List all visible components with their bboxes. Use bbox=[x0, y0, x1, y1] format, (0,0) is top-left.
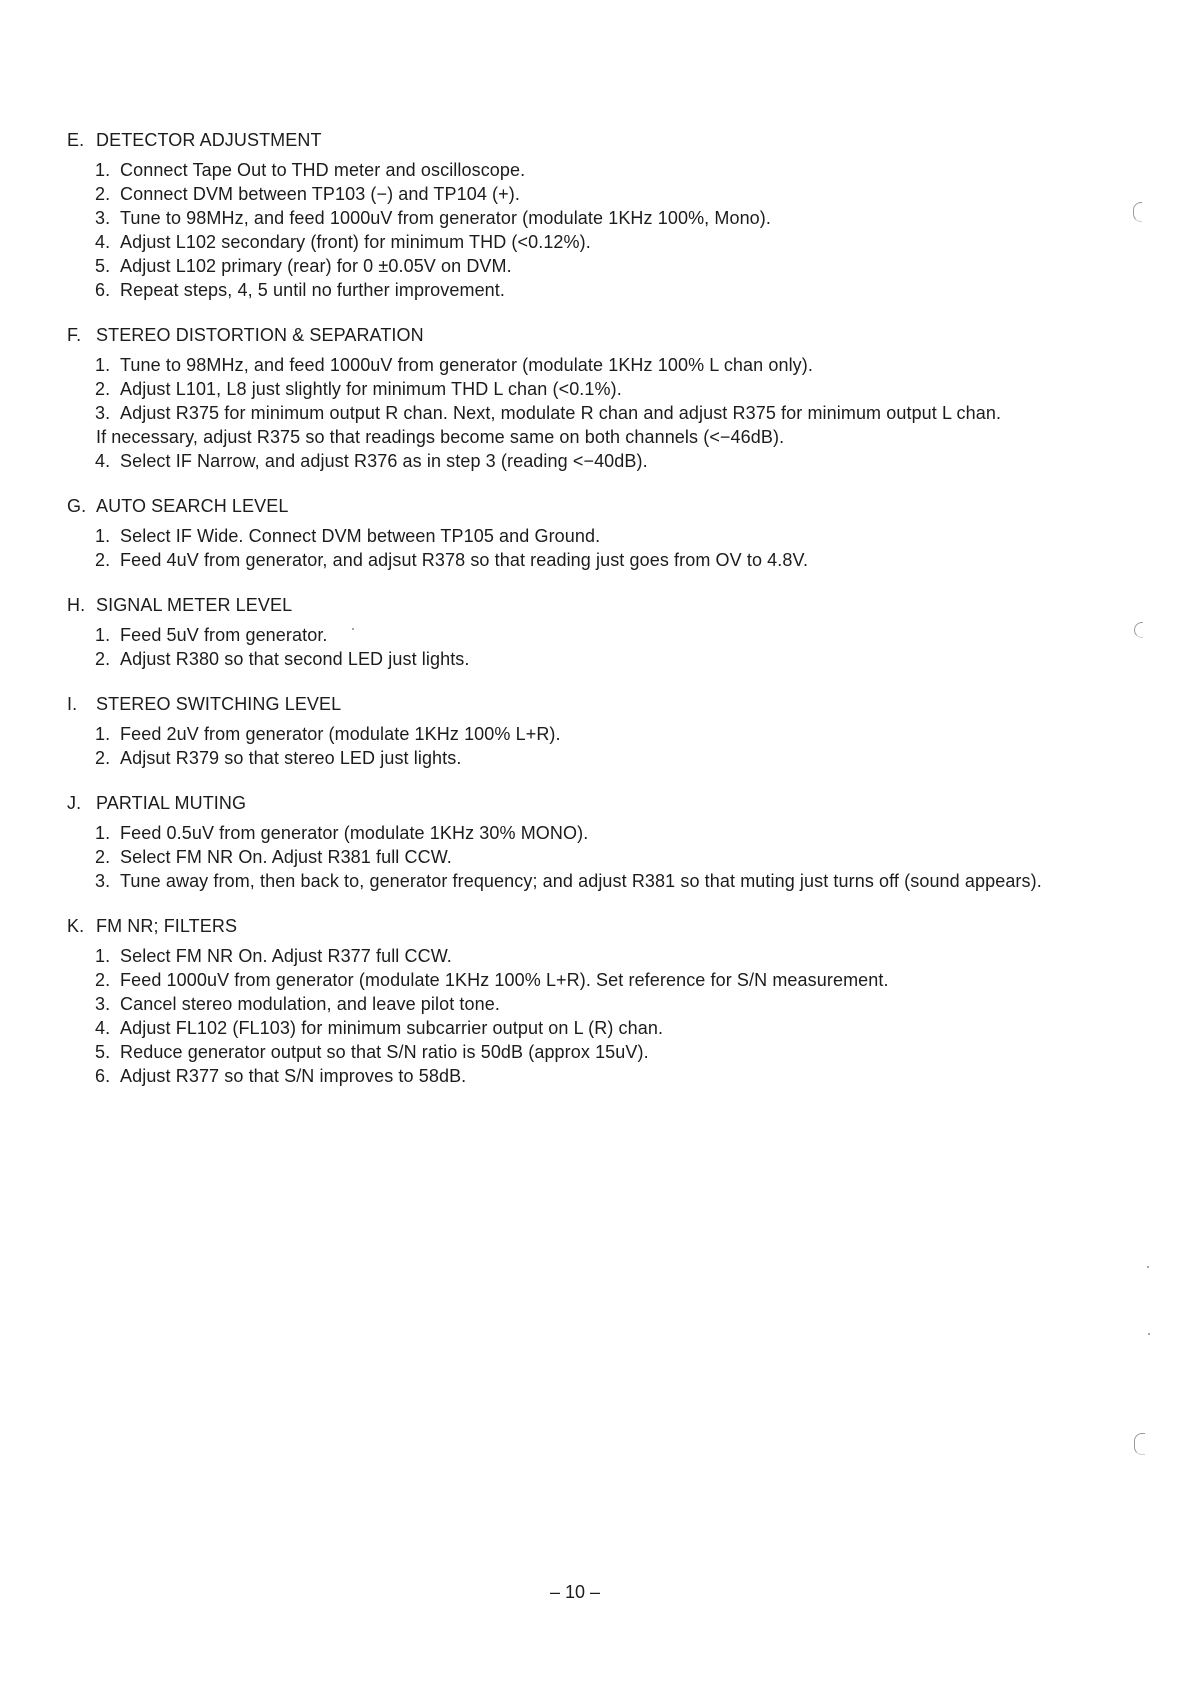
step-text: Tune away from, then back to, generator frequency; and adjust R381 so that muting just turns off (sound appears). bbox=[120, 871, 1042, 891]
section-e bbox=[67, 128, 1127, 302]
step-text: Connect DVM between TP103 (−) and TP104 (+). bbox=[120, 184, 520, 204]
step-item bbox=[67, 722, 1127, 746]
step-item bbox=[67, 968, 1127, 992]
step-item bbox=[67, 1064, 1127, 1088]
step-item bbox=[67, 206, 1127, 230]
step-text: Feed 0.5uV from generator (modulate 1KHz 30% MONO). bbox=[120, 823, 589, 843]
step-number: 6. bbox=[95, 1066, 111, 1086]
step-text: Adjust L102 primary (rear) for 0 ±0.05V on DVM. bbox=[120, 256, 512, 276]
step-item bbox=[67, 353, 1127, 377]
step-item bbox=[67, 548, 1127, 572]
section-k bbox=[67, 914, 1127, 1088]
step-item bbox=[67, 845, 1127, 869]
step-item bbox=[67, 158, 1127, 182]
step-number: 1. bbox=[95, 724, 111, 744]
scan-speck bbox=[1147, 1266, 1149, 1268]
section-heading: K. FM NR; FILTERS bbox=[67, 916, 238, 936]
step-text: Cancel stereo modulation, and leave pilot tone. bbox=[120, 994, 500, 1014]
step-number: 5. bbox=[95, 256, 111, 276]
step-number: 2. bbox=[95, 184, 111, 204]
step-number: 1. bbox=[95, 355, 111, 375]
step-list bbox=[67, 158, 1127, 302]
step-number: 1. bbox=[95, 823, 111, 843]
step-text: Connect Tape Out to THD meter and oscilloscope. bbox=[120, 160, 526, 180]
step-item bbox=[67, 944, 1127, 968]
step-number: 2. bbox=[95, 970, 111, 990]
step-list bbox=[67, 623, 1127, 671]
section-heading: J. PARTIAL MUTING bbox=[67, 793, 247, 813]
step-item bbox=[67, 401, 1127, 425]
step-item bbox=[67, 182, 1127, 206]
step-text: Adjust L101, L8 just slightly for minimum THD L chan (<0.1%). bbox=[120, 379, 622, 399]
step-item bbox=[67, 1040, 1127, 1064]
step-text: Repeat steps, 4, 5 until no further improvement. bbox=[120, 280, 505, 300]
step-number: 4. bbox=[95, 232, 111, 252]
step-item bbox=[67, 869, 1120, 893]
step-text: Adjust FL102 (FL103) for minimum subcarrier output on L (R) chan. bbox=[120, 1018, 664, 1038]
step-item bbox=[67, 524, 1127, 548]
step-text: Feed 1000uV from generator (modulate 1KHz 100% L+R). Set reference for S/N measurement. bbox=[120, 970, 889, 990]
step-text: Select IF Wide. Connect DVM between TP105 and Ground. bbox=[120, 526, 601, 546]
step-text: Feed 4uV from generator, and adjsut R378 so that reading just goes from OV to 4.8V. bbox=[120, 550, 809, 570]
section-h bbox=[67, 593, 1127, 671]
step-item bbox=[67, 821, 1127, 845]
section-i bbox=[67, 692, 1127, 770]
step-number: 2. bbox=[95, 847, 111, 867]
section-heading: I. STEREO SWITCHING LEVEL bbox=[67, 694, 342, 714]
section-j bbox=[67, 791, 1127, 893]
step-item bbox=[67, 746, 1127, 770]
step-text: Select IF Narrow, and adjust R376 as in step 3 (reading <−40dB). bbox=[120, 451, 648, 471]
step-item bbox=[67, 449, 1127, 473]
scan-artifact bbox=[1134, 622, 1143, 638]
step-number: 3. bbox=[95, 403, 111, 423]
step-item bbox=[67, 254, 1127, 278]
step-text: Tune to 98MHz, and feed 1000uV from generator (modulate 1KHz 100% L chan only). bbox=[120, 355, 813, 375]
step-text: Feed 5uV from generator. bbox=[120, 625, 328, 645]
step-continuation: If necessary, adjust R375 so that readings become same on both channels (<−46dB). bbox=[96, 427, 785, 447]
section-f bbox=[67, 323, 1127, 473]
step-text: Adjsut R379 so that stereo LED just lights. bbox=[120, 748, 462, 768]
step-number: 1. bbox=[95, 625, 111, 645]
step-text: Adjust L102 secondary (front) for minimum THD (<0.12%). bbox=[120, 232, 591, 252]
step-number: 2. bbox=[95, 550, 111, 570]
step-number: 5. bbox=[95, 1042, 111, 1062]
scan-artifact bbox=[1134, 1433, 1145, 1455]
step-number: 4. bbox=[95, 451, 111, 471]
step-item bbox=[67, 278, 1127, 302]
document-body bbox=[67, 128, 1127, 1109]
step-list bbox=[67, 524, 1127, 572]
section-heading: G. AUTO SEARCH LEVEL bbox=[67, 496, 289, 516]
step-number: 3. bbox=[95, 871, 111, 891]
step-number: 1. bbox=[95, 160, 111, 180]
step-text: Select FM NR On. Adjust R377 full CCW. bbox=[120, 946, 452, 966]
section-heading: F. STEREO DISTORTION & SEPARATION bbox=[67, 325, 424, 345]
step-number: 3. bbox=[95, 208, 111, 228]
page-number: – 10 – bbox=[549, 1582, 601, 1602]
scan-speck bbox=[1148, 1333, 1150, 1335]
scan-artifact bbox=[1133, 202, 1142, 222]
step-item bbox=[67, 623, 1127, 647]
step-list bbox=[67, 944, 1127, 1088]
section-g bbox=[67, 494, 1127, 572]
step-item bbox=[67, 1016, 1127, 1040]
step-text: Adjust R380 so that second LED just lights. bbox=[120, 649, 470, 669]
step-text: Adjust R377 so that S/N improves to 58dB. bbox=[120, 1066, 467, 1086]
step-item bbox=[67, 992, 1127, 1016]
step-text: Select FM NR On. Adjust R381 full CCW. bbox=[120, 847, 452, 867]
step-list bbox=[67, 353, 1127, 425]
step-number: 2. bbox=[95, 379, 111, 399]
step-text: Feed 2uV from generator (modulate 1KHz 100% L+R). bbox=[120, 724, 561, 744]
step-text: Tune to 98MHz, and feed 1000uV from generator (modulate 1KHz 100%, Mono). bbox=[120, 208, 771, 228]
step-text: Adjust R375 for minimum output R chan. Next, modulate R chan and adjust R375 for minimum output L chan. bbox=[120, 403, 1002, 423]
step-list bbox=[67, 722, 1127, 770]
step-item bbox=[67, 230, 1127, 254]
step-item bbox=[67, 647, 1127, 671]
step-number: 1. bbox=[95, 946, 111, 966]
section-heading: H. SIGNAL METER LEVEL bbox=[67, 595, 293, 615]
step-list bbox=[67, 821, 1127, 893]
step-text: Reduce generator output so that S/N ratio is 50dB (approx 15uV). bbox=[120, 1042, 649, 1062]
step-number: 2. bbox=[95, 748, 111, 768]
step-number: 4. bbox=[95, 1018, 111, 1038]
step-number: 6. bbox=[95, 280, 111, 300]
step-number: 2. bbox=[95, 649, 111, 669]
step-number: 3. bbox=[95, 994, 111, 1014]
step-list bbox=[67, 449, 1127, 473]
step-item bbox=[67, 377, 1127, 401]
step-number: 1. bbox=[95, 526, 111, 546]
section-heading: E. DETECTOR ADJUSTMENT bbox=[67, 130, 322, 150]
